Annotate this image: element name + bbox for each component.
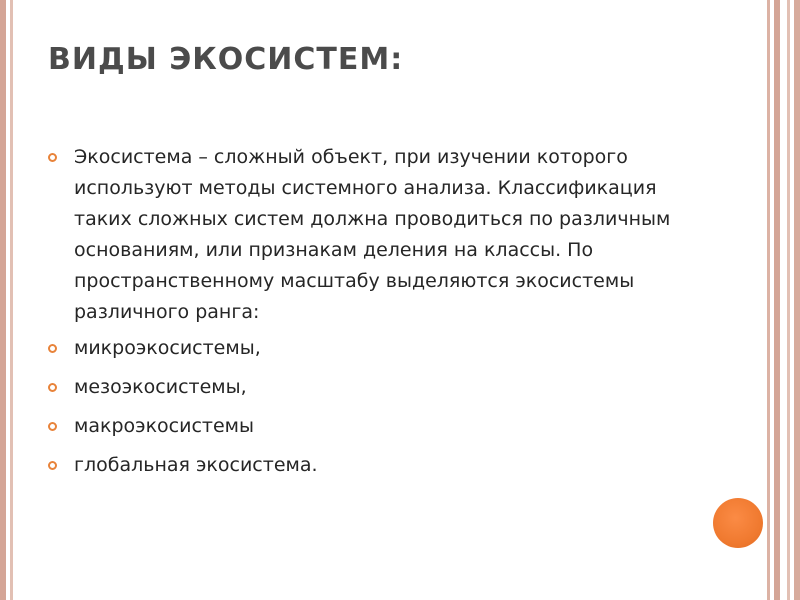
list-item bbox=[48, 411, 708, 442]
frame-stripe-right-edge bbox=[794, 0, 800, 600]
orange-circle-decoration bbox=[713, 498, 763, 548]
ring-bullet-icon bbox=[48, 461, 57, 470]
ring-bullet-icon bbox=[48, 153, 57, 162]
frame-stripe-left-inner bbox=[10, 0, 13, 600]
frame-stripe-right-inner bbox=[767, 0, 770, 600]
list-item bbox=[48, 450, 708, 481]
list-item-label: микроэкосистемы, bbox=[74, 337, 261, 359]
list-item-label: макроэкосистемы bbox=[74, 415, 254, 437]
list-item-label: глобальная экосистема. bbox=[74, 454, 318, 476]
intro-paragraph-text: Экосистема – сложный объект, при изучении которого используют методы системного анализа. Классификация таких сложных систем должна проводиться по различным основаниям, или признакам деления на классы. По пространственному масштабу выделяются экосистемы различного ранга: bbox=[74, 146, 671, 323]
ring-bullet-icon bbox=[48, 344, 57, 353]
list-item bbox=[48, 333, 708, 364]
ring-bullet-icon bbox=[48, 383, 57, 392]
slide-title: ВИДЫ ЭКОСИСТЕМ: bbox=[48, 42, 404, 77]
ring-bullet-icon bbox=[48, 422, 57, 431]
list-item-label: мезоэкосистемы, bbox=[74, 376, 247, 398]
frame-stripe-right bbox=[774, 0, 780, 600]
list-item bbox=[48, 372, 708, 403]
frame-stripe-right-thin bbox=[787, 0, 790, 600]
intro-paragraph bbox=[48, 142, 708, 328]
frame-stripe-left bbox=[0, 0, 6, 600]
slide-content bbox=[48, 142, 708, 489]
